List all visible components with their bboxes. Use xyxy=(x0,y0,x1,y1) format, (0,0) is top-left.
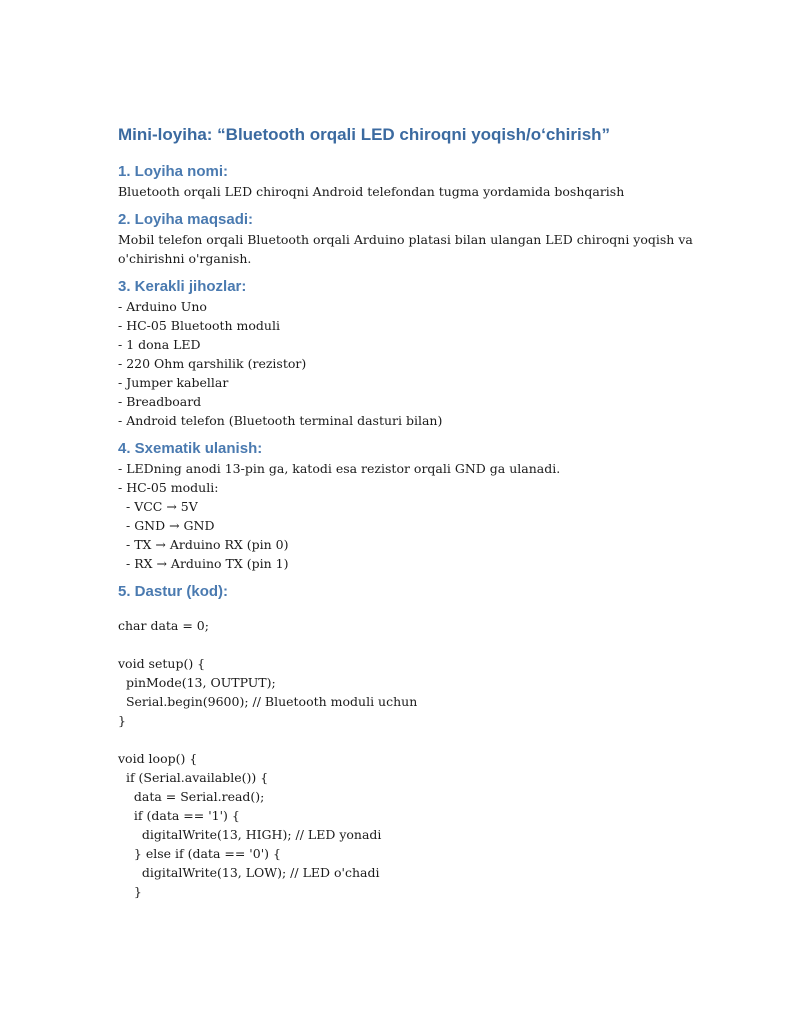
code-block xyxy=(118,616,738,901)
list-item: - HC-05 Bluetooth moduli xyxy=(118,318,280,333)
code-line: } else if (data == '0') { xyxy=(118,846,281,861)
section-heading-5: 5. Dastur (kod): xyxy=(118,583,229,600)
list-item: - VCC → 5V xyxy=(126,499,198,514)
document-title: Mini-loyiha: “Bluetooth orqali LED chiroqni yoqish/o‘chirish” xyxy=(118,125,611,144)
list-item: - 1 dona LED xyxy=(118,337,201,352)
list-item: - TX → Arduino RX (pin 0) xyxy=(126,537,289,552)
section-required-equipment xyxy=(118,277,738,430)
list-item: - 220 Ohm qarshilik (rezistor) xyxy=(118,356,307,371)
section-heading-4: 4. Sxematik ulanish: xyxy=(118,440,263,457)
list-item: - Breadboard xyxy=(118,394,202,409)
hc05-pin-list xyxy=(118,497,738,573)
code-line: if (data == '1') { xyxy=(118,808,240,823)
code-line: Serial.begin(9600); // Bluetooth moduli uchun xyxy=(118,694,418,709)
list-item: - Jumper kabellar xyxy=(118,375,229,390)
section-project-goal xyxy=(118,210,738,268)
code-line: data = Serial.read(); xyxy=(118,789,265,804)
connection-list xyxy=(118,459,738,497)
list-item: - Arduino Uno xyxy=(118,299,207,314)
code-line: pinMode(13, OUTPUT); xyxy=(118,675,276,690)
code-line: if (Serial.available()) { xyxy=(118,770,269,785)
list-item: - GND → GND xyxy=(126,518,215,533)
section-program-code xyxy=(118,582,738,901)
list-item: - Android telefon (Bluetooth terminal dasturi bilan) xyxy=(118,413,443,428)
code-line: void loop() { xyxy=(118,751,198,766)
section-heading-1: 1. Loyiha nomi: xyxy=(118,163,229,180)
code-line xyxy=(118,635,738,654)
code-line: digitalWrite(13, LOW); // LED o'chadi xyxy=(118,865,380,880)
list-item: - HC-05 moduli: xyxy=(118,480,219,495)
document-page xyxy=(118,124,738,910)
code-line: } xyxy=(118,713,126,728)
code-line xyxy=(118,730,738,749)
code-line: digitalWrite(13, HIGH); // LED yonadi xyxy=(118,827,382,842)
section-heading-3: 3. Kerakli jihozlar: xyxy=(118,278,247,295)
section-heading-2: 2. Loyiha maqsadi: xyxy=(118,211,254,228)
section-project-name xyxy=(118,162,738,201)
list-item: - RX → Arduino TX (pin 1) xyxy=(126,556,289,571)
project-goal-line-2: o'chirishni o'rganish. xyxy=(118,251,252,266)
project-name-text: Bluetooth orqali LED chiroqni Android telefondan tugma yordamida boshqarish xyxy=(118,184,625,199)
project-goal-line-1: Mobil telefon orqali Bluetooth orqali Arduino platasi bilan ulangan LED chiroqni yoqish va xyxy=(118,232,693,247)
code-line: } xyxy=(118,884,142,899)
code-line: char data = 0; xyxy=(118,618,209,633)
list-item: - LEDning anodi 13-pin ga, katodi esa rezistor orqali GND ga ulanadi. xyxy=(118,461,561,476)
equipment-list xyxy=(118,297,738,430)
section-schematic-connection xyxy=(118,439,738,573)
code-line: void setup() { xyxy=(118,656,206,671)
